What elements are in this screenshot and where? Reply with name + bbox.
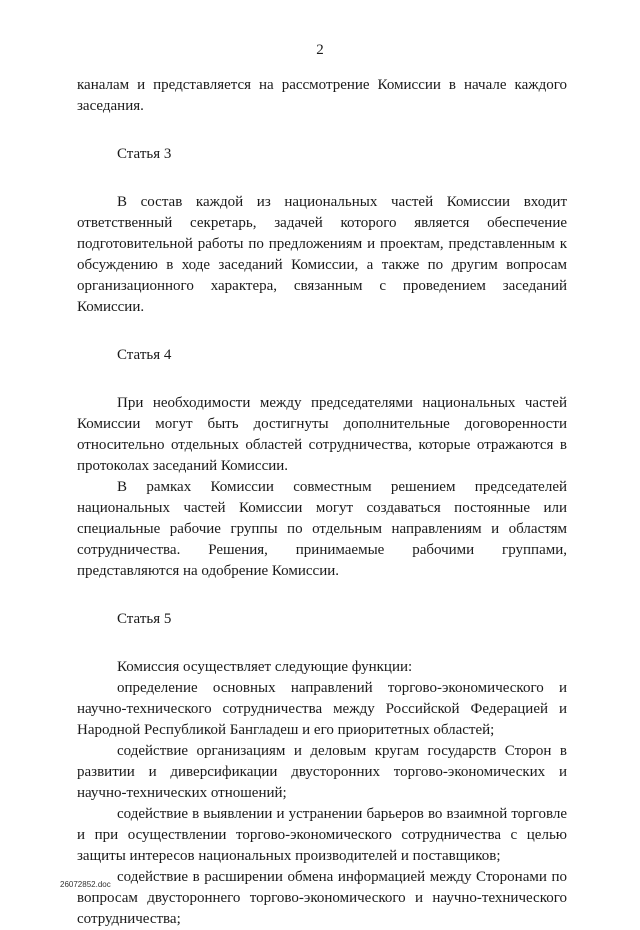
document-body	[77, 75, 567, 930]
article-3-paragraph: В состав каждой из национальных частей Комиссии входит ответственный секретарь, задачей которого является обеспечение подготовительной работы по предложениям и проектам, представленным к обсуждению в ходе заседаний Комиссии, а также по другим вопросам организационного характера, связанным с проведением заседаний Комиссии.	[77, 194, 567, 315]
footer-filename: 26072852.doc	[60, 880, 111, 889]
article-4-paragraph-1: При необходимости между председателями национальных частей Комиссии могут быть достигнуты дополнительные договоренности относительно отдельных областей сотрудничества, которые отражаются в протоколах заседаний Комиссии.	[77, 395, 567, 474]
article-5-paragraph-4: содействие в выявлении и устранении барьеров во взаимной торговле и при осуществлении торгово-экономического сотрудничества с целью защиты интересов национальных производителей и поставщиков;	[77, 806, 567, 864]
page-number: 2	[316, 42, 324, 58]
article-5-paragraph-3: содействие организациям и деловым кругам государств Сторон в развитии и диверсификации двусторонних торгово-экономических и научно-технических отношений;	[77, 743, 567, 801]
article-5-paragraph-2: определение основных направлений торгово-экономического и научно-технического сотрудничества между Российской Федерацией и Народной Республикой Бангладеш и его приоритетных областей;	[77, 680, 567, 738]
intro-paragraph: каналам и представляется на рассмотрение Комиссии в начале каждого заседания.	[77, 77, 567, 114]
article-5-paragraph-1: Комиссия осуществляет следующие функции:	[117, 659, 413, 675]
article-5-title: Статья 5	[117, 611, 172, 627]
article-5-paragraph-5: содействие в расширении обмена информацией между Сторонами по вопросам двустороннего торгово-экономического и научно-технического сотрудничества;	[77, 869, 567, 927]
article-4-title: Статья 4	[117, 347, 172, 363]
article-3-title: Статья 3	[117, 146, 172, 162]
article-4-paragraph-2: В рамках Комиссии совместным решением председателей национальных частей Комиссии могут создаваться постоянные или специальные рабочие группы по отдельным направлениям и областям сотрудничества. Решения, принимаемые рабочими группами, представляются на одобрение Комиссии.	[77, 479, 567, 579]
